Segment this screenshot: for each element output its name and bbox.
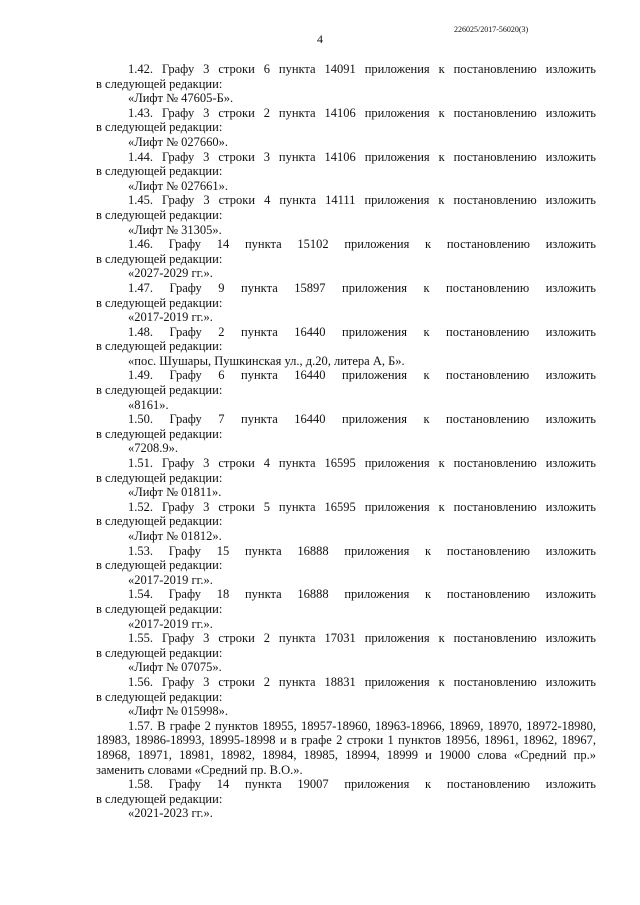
paragraph-continuation: в следующей редакции: [96, 295, 223, 310]
amendment-paragraph [96, 544, 596, 588]
paragraph-quote: «2021-2023 гг.». [128, 806, 213, 821]
paragraph-first-line: 1.48. Графу 2 пункта 16440 приложения к постановлению изложить [128, 324, 596, 339]
paragraph-continuation: в следующей редакции: [96, 207, 223, 222]
paragraph-first-line: 1.42. Графу 3 строки 6 пункта 14091 приложения к постановлению изложить [128, 62, 596, 76]
paragraph-continuation: в следующей редакции: [96, 120, 223, 135]
page-number: 4 [317, 32, 323, 46]
amendment-paragraph [96, 456, 596, 500]
paragraph-quote: «2017-2019 гг.». [128, 616, 213, 631]
paragraph-continuation: в следующей редакции: [96, 470, 223, 485]
amendment-paragraph [96, 631, 596, 675]
paragraph-quote: «Лифт № 07075». [128, 660, 222, 675]
paragraph-continuation: в следующей редакции: [96, 645, 223, 660]
paragraph-continuation: в следующей редакции: [96, 164, 223, 179]
paragraph-first-line: 1.47. Графу 9 пункта 15897 приложения к постановлению изложить [128, 280, 596, 295]
paragraph-continuation: в следующей редакции: [96, 791, 223, 806]
paragraph-line: 1.57. В графе 2 пунктов 18955, 18957-18960, 18963-18966, 18969, 18970, 18972-18980, [128, 718, 596, 733]
document-code: 226025/2017-56020(3) [454, 25, 529, 34]
paragraph-continuation: в следующей редакции: [96, 251, 223, 266]
paragraph-quote: «Лифт № 31305». [128, 222, 222, 237]
paragraph-continuation: в следующей редакции: [96, 426, 223, 441]
paragraph-quote: «пос. Шушары, Пушкинская ул., д.20, литера А, Б». [128, 353, 405, 368]
paragraph-continuation: в следующей редакции: [96, 558, 223, 573]
paragraph-first-line: 1.44. Графу 3 строки 3 пункта 14106 приложения к постановлению изложить [128, 149, 596, 164]
document-body [96, 62, 596, 821]
paragraph-continuation: в следующей редакции: [96, 339, 223, 354]
paragraph-continuation: в следующей редакции: [96, 601, 223, 616]
amendment-paragraph [96, 193, 596, 237]
amendment-paragraph [96, 106, 596, 150]
paragraph-line: 18983, 18986-18993, 18995-18998 и в графе 2 строки 1 пунктов 18956, 18961, 18962, 18967, [96, 733, 596, 748]
paragraph-quote: «2027-2029 гг.». [128, 266, 213, 281]
paragraph-first-line: 1.56. Графу 3 строки 2 пункта 18831 приложения к постановлению изложить [128, 674, 596, 689]
paragraph-quote: «Лифт № 015998». [128, 704, 229, 719]
paragraph-quote: «2017-2019 гг.». [128, 310, 213, 325]
paragraph-line: заменить словами «Средний пр. В.О.». [96, 762, 303, 777]
paragraph-line: 18968, 18971, 18981, 18982, 18984, 18985, 18994, 18999 и 19000 слова «Средний пр.» [96, 747, 596, 762]
paragraph-first-line: 1.49. Графу 6 пункта 16440 приложения к постановлению изложить [128, 368, 596, 383]
paragraph-quote: «2017-2019 гг.». [128, 572, 213, 587]
paragraph-first-line: 1.51. Графу 3 строки 4 пункта 16595 приложения к постановлению изложить [128, 456, 596, 471]
amendment-paragraph-157 [96, 719, 596, 777]
paragraph-quote: «Лифт № 01811». [128, 485, 222, 500]
paragraph-quote: «7208.9». [128, 441, 178, 456]
amendment-paragraph [96, 368, 596, 412]
paragraph-quote: «Лифт № 01812». [128, 529, 222, 543]
amendment-paragraph [96, 675, 596, 719]
paragraph-quote: «8161». [128, 397, 169, 412]
amendment-paragraph [96, 500, 596, 544]
amendment-paragraph [96, 62, 596, 106]
amendment-list [96, 62, 596, 719]
paragraph-continuation: в следующей редакции: [96, 76, 223, 91]
amendment-paragraph [96, 281, 596, 325]
paragraph-continuation: в следующей редакции: [96, 514, 223, 529]
amendment-paragraph [96, 587, 596, 631]
paragraph-continuation: в следующей редакции: [96, 689, 223, 704]
paragraph-first-line: 1.46. Графу 14 пункта 15102 приложения к постановлению изложить [128, 237, 596, 252]
paragraph-first-line: 1.45. Графу 3 строки 4 пункта 14111 приложения к постановлению изложить [128, 193, 596, 208]
paragraph-first-line: 1.55. Графу 3 строки 2 пункта 17031 приложения к постановлению изложить [128, 631, 596, 646]
amendment-paragraph [96, 150, 596, 194]
paragraph-first-line: 1.43. Графу 3 строки 2 пункта 14106 приложения к постановлению изложить [128, 105, 596, 120]
paragraph-first-line: 1.54. Графу 18 пункта 16888 приложения к постановлению изложить [128, 587, 596, 602]
amendment-paragraph [96, 325, 596, 369]
paragraph-continuation: в следующей редакции: [96, 383, 223, 398]
paragraph-quote: «Лифт № 027661». [128, 178, 229, 193]
paragraph-quote: «Лифт № 027660». [128, 134, 229, 149]
paragraph-first-line: 1.53. Графу 15 пункта 16888 приложения к постановлению изложить [128, 543, 596, 558]
amendment-paragraph [96, 412, 596, 456]
paragraph-quote: «Лифт № 47605-Б». [128, 91, 234, 106]
amendment-paragraph-158 [96, 777, 596, 821]
amendment-paragraph [96, 237, 596, 281]
paragraph-first-line: 1.52. Графу 3 строки 5 пункта 16595 приложения к постановлению изложить [128, 499, 596, 514]
paragraph-first-line: 1.58. Графу 14 пункта 19007 приложения к постановлению изложить [128, 777, 596, 792]
paragraph-first-line: 1.50. Графу 7 пункта 16440 приложения к постановлению изложить [128, 412, 596, 427]
